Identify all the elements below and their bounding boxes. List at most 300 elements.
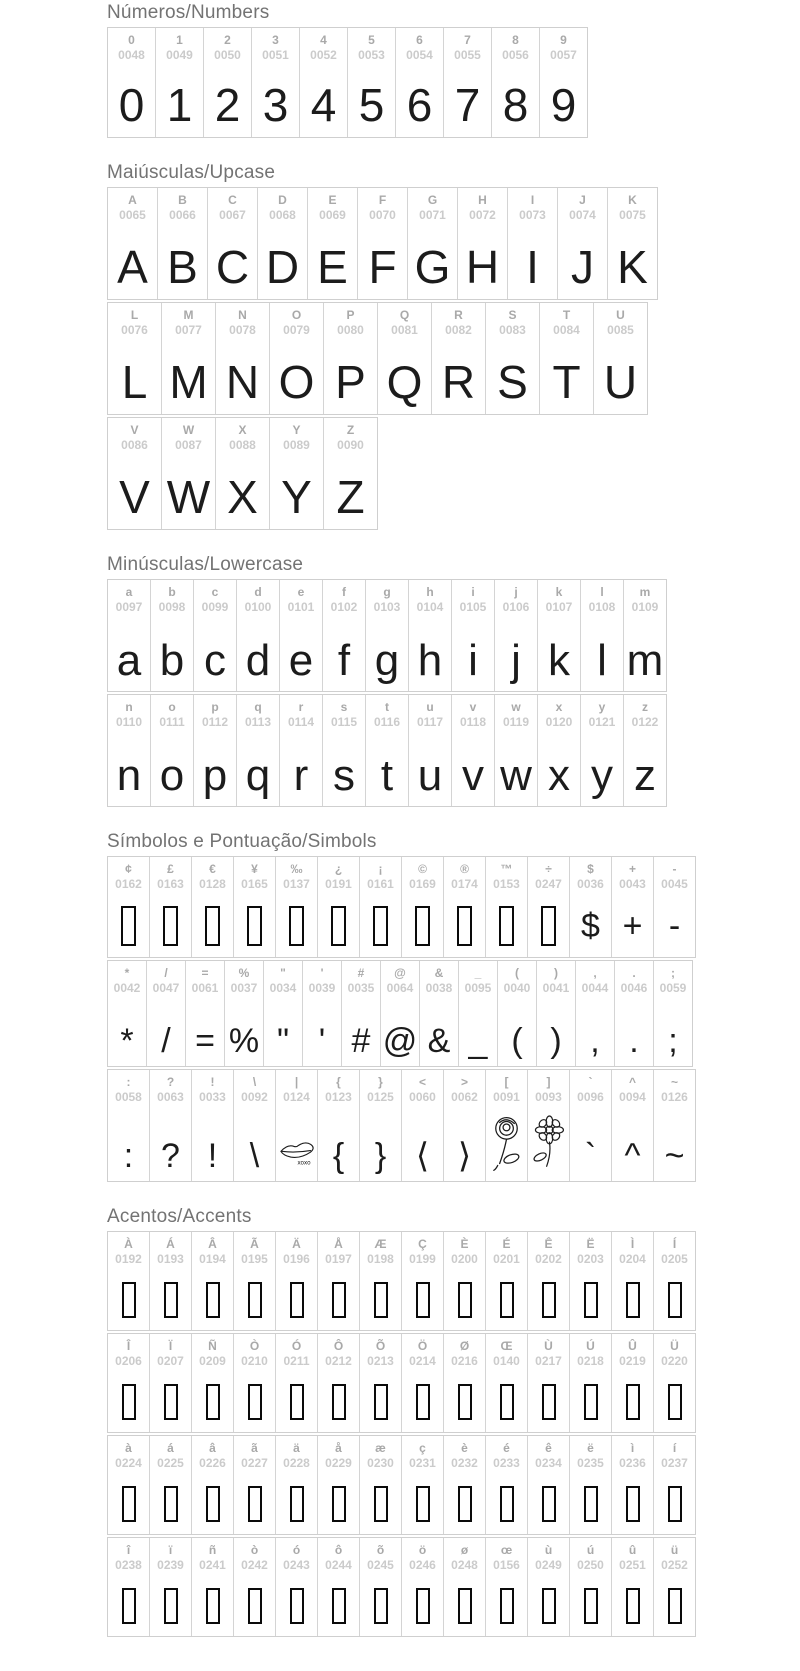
glyph-cell-char: E [328, 193, 337, 207]
glyph-cell-header [608, 188, 657, 226]
glyph-cell-char: Ô [333, 1339, 344, 1353]
glyph-cell-code: 0245 [367, 1558, 394, 1572]
glyph-cell-code: 0231 [409, 1456, 436, 1470]
glyph-cell [146, 961, 185, 1066]
glyph-cell-char: e [297, 585, 305, 599]
glyph-cell [401, 857, 443, 957]
glyph-cell-char: r [298, 700, 304, 714]
glyph-preview: 5 [358, 79, 385, 132]
glyph-cell-char: È [460, 1237, 469, 1251]
glyph-cell-char: â [209, 1441, 216, 1455]
glyph-preview: ⟨ [415, 1136, 430, 1175]
glyph-preview: m [626, 636, 664, 686]
glyph-cell-code: 0050 [214, 48, 241, 62]
glyph-cell-char: * [124, 966, 130, 980]
missing-glyph-box [458, 1384, 472, 1420]
glyph-cell-char: { [336, 1075, 341, 1089]
glyph-preview: L [121, 356, 148, 409]
glyph-cell-header [402, 1070, 443, 1108]
glyph-cell-code: 0239 [157, 1558, 184, 1572]
glyph-cell-code: 0118 [459, 715, 487, 729]
missing-glyph-box [248, 1384, 262, 1420]
glyph-cell-char: \ [252, 1075, 257, 1089]
glyph-preview: 3 [262, 79, 289, 132]
glyph-cell-header [258, 188, 307, 226]
glyph-cell-char: ¡ [378, 862, 383, 876]
glyph-cell-header [624, 580, 666, 618]
glyph-cell-code: 0211 [283, 1354, 310, 1368]
glyph-cell [279, 695, 322, 806]
glyph-preview [108, 1474, 149, 1534]
glyph-cell-char: 4 [320, 33, 327, 47]
glyph-cell-char: ¥ [251, 862, 258, 876]
glyph-cell [359, 1334, 401, 1432]
glyph-cell-header [234, 857, 275, 895]
glyph-cell-code: 0117 [416, 715, 444, 729]
missing-glyph-box [584, 1486, 598, 1522]
glyph-cell [317, 857, 359, 957]
missing-glyph-box [164, 1282, 178, 1318]
glyph-cell [365, 695, 408, 806]
glyph-cell [497, 961, 536, 1066]
glyph-preview: ~ [664, 1136, 685, 1175]
glyph-cell [359, 857, 401, 957]
missing-glyph-box [374, 1384, 388, 1420]
glyph-cell-code: 0244 [325, 1558, 352, 1572]
lips-icon [276, 1134, 317, 1172]
glyph-cell [149, 1436, 191, 1534]
glyph-cell-header [318, 1070, 359, 1108]
glyph-cell [569, 1232, 611, 1330]
glyph-preview [150, 1372, 191, 1432]
glyph-cell-char: 0 [128, 33, 135, 47]
glyph-cell-header [381, 961, 419, 999]
glyph-cell-header [280, 695, 322, 733]
missing-glyph-box [500, 1486, 514, 1522]
glyph-cell-char: F [378, 193, 387, 207]
glyph-cell-header [615, 961, 653, 999]
glyph-cell-code: 0243 [283, 1558, 310, 1572]
glyph-cell [191, 1538, 233, 1636]
glyph-preview: K [617, 241, 648, 294]
section-title-numbers: Números/Numbers [107, 2, 270, 23]
glyph-cell-header [108, 303, 161, 341]
glyph-preview [654, 1372, 695, 1432]
glyph-cell [443, 28, 491, 137]
glyph-cell-header [458, 188, 507, 226]
glyph-preview: g [374, 636, 400, 686]
glyph-cell-char: T [562, 308, 571, 322]
glyph-cell-header [360, 1334, 401, 1372]
glyph-cell-code: 0042 [113, 981, 141, 995]
glyph-cell-char: y [598, 700, 606, 714]
glyph-cell-char: Œ [500, 1339, 513, 1353]
glyph-cell-char: $ [587, 862, 594, 876]
glyph-cell-header [528, 1436, 569, 1474]
glyph-cell [443, 857, 485, 957]
glyph-preview: ; [668, 1021, 678, 1060]
glyph-cell-char: ä [293, 1441, 300, 1455]
glyph-preview: . [629, 1021, 639, 1060]
glyph-cell [431, 303, 485, 414]
missing-glyph-box [542, 1384, 556, 1420]
glyph-cell-code: 0210 [241, 1354, 268, 1368]
glyph-cell-header [270, 418, 323, 456]
glyph-cell-code: 0086 [121, 438, 148, 452]
glyph-cell [451, 695, 494, 806]
glyph-cell [191, 857, 233, 957]
glyph-cell-header [528, 857, 569, 895]
glyph-cell-header [537, 961, 575, 999]
glyph-cell-char: ` [588, 1075, 593, 1089]
glyph-cell-char: Ã [250, 1237, 259, 1251]
glyph-cell [569, 1538, 611, 1636]
glyph-cell-code: 0214 [409, 1354, 436, 1368]
glyph-cell-header [108, 857, 149, 895]
glyph-cell-code: 0123 [325, 1090, 352, 1104]
glyph-preview: I [526, 241, 539, 294]
glyph-cell [611, 1070, 653, 1181]
glyph-preview: h [417, 636, 443, 686]
glyph-cell-code: 0200 [451, 1252, 478, 1266]
glyph-cell [215, 418, 269, 529]
glyph-cell-char: Õ [375, 1339, 386, 1353]
glyph-cell [108, 1334, 149, 1432]
glyph-cell-code: 0248 [451, 1558, 478, 1572]
glyph-cell-header [108, 695, 150, 733]
glyph-preview: G [414, 241, 451, 294]
glyph-preview [360, 895, 401, 957]
glyph-cell-char: ( [515, 966, 519, 980]
glyph-preview: ) [550, 1021, 562, 1060]
glyph-cell-char: ü [670, 1543, 679, 1557]
missing-glyph-box [626, 1486, 640, 1522]
glyph-cell [401, 1334, 443, 1432]
glyph-cell-code: 0098 [158, 600, 186, 614]
glyph-cell-header [108, 1538, 149, 1576]
glyph-cell-code: 0085 [607, 323, 634, 337]
glyph-cell-header [452, 695, 494, 733]
glyph-preview: s [333, 751, 355, 801]
glyph-cell-code: 0063 [157, 1090, 184, 1104]
glyph-cell-char: ] [546, 1075, 551, 1089]
missing-glyph-box [247, 906, 262, 946]
glyph-preview: # [351, 1021, 371, 1060]
glyph-cell-code: 0156 [493, 1558, 520, 1572]
glyph-preview: W [166, 471, 211, 524]
glyph-cell-char: é [503, 1441, 510, 1455]
glyph-cell-code: 0034 [269, 981, 297, 995]
glyph-preview: v [462, 751, 484, 801]
glyph-cell-header [208, 188, 257, 226]
glyph-cell-code: 0090 [337, 438, 364, 452]
missing-glyph-box [164, 1384, 178, 1420]
glyph-cell-code: 0061 [191, 981, 219, 995]
missing-glyph-box [164, 1486, 178, 1522]
glyph-preview: l [597, 636, 607, 686]
glyph-cell-header [150, 1436, 191, 1474]
glyph-cell-char: C [228, 193, 237, 207]
glyph-cell-char: . [632, 966, 636, 980]
glyph-cell [359, 1436, 401, 1534]
glyph-preview: N [225, 356, 260, 409]
glyph-cell-header [612, 1538, 653, 1576]
glyph-preview: o [159, 751, 185, 801]
glyph-cell-header [194, 580, 236, 618]
glyph-preview: , [590, 1021, 600, 1060]
glyph-cell-char: ' [320, 966, 324, 980]
glyph-cell-header [528, 1232, 569, 1270]
glyph-cell-code: 0059 [659, 981, 687, 995]
glyph-cell-header [156, 28, 203, 66]
glyph-cell-char: H [478, 193, 487, 207]
glyph-table-row [107, 27, 588, 138]
glyph-cell-code: 0108 [588, 600, 616, 614]
glyph-cell-code: 0247 [535, 877, 562, 891]
glyph-cell-char: 1 [176, 33, 183, 47]
missing-glyph-box [374, 1486, 388, 1522]
glyph-cell-code: 0237 [661, 1456, 688, 1470]
glyph-cell [653, 1070, 695, 1181]
glyph-cell-code: 0195 [241, 1252, 268, 1266]
glyph-cell-header [444, 28, 491, 66]
glyph-cell-header [192, 1232, 233, 1270]
glyph-cell [233, 1538, 275, 1636]
glyph-cell-code: 0113 [244, 715, 272, 729]
glyph-cell-header [280, 580, 322, 618]
glyph-cell-code: 0094 [619, 1090, 646, 1104]
glyph-cell-header [318, 1538, 359, 1576]
glyph-cell-char: S [508, 308, 517, 322]
glyph-cell [527, 1070, 569, 1181]
glyph-preview [360, 1576, 401, 1636]
glyph-table-row [107, 417, 378, 530]
glyph-cell [275, 857, 317, 957]
glyph-preview: 1 [166, 79, 193, 132]
glyph-preview [528, 1270, 569, 1330]
glyph-cell-char: ; [671, 966, 675, 980]
glyph-preview: % [228, 1021, 260, 1060]
glyph-cell-char: / [164, 966, 168, 980]
glyph-cell-header [486, 1436, 527, 1474]
glyph-cell-char: ¿ [334, 862, 343, 876]
glyph-cell-code: 0216 [451, 1354, 478, 1368]
glyph-preview: ( [511, 1021, 523, 1060]
glyph-preview: w [500, 751, 532, 801]
glyph-cell [623, 695, 666, 806]
glyph-cell [251, 28, 299, 137]
glyph-cell-char: á [167, 1441, 174, 1455]
glyph-cell [359, 1232, 401, 1330]
glyph-table-row [107, 1435, 696, 1535]
glyph-cell [408, 580, 451, 691]
glyph-cell-char: Ö [417, 1339, 428, 1353]
glyph-cell-char: Î [126, 1339, 131, 1353]
glyph-preview [234, 895, 275, 957]
glyph-preview: \ [249, 1136, 260, 1175]
glyph-cell-header [234, 1436, 275, 1474]
glyph-cell-char: Ë [586, 1237, 595, 1251]
glyph-cell-code: 0110 [115, 715, 143, 729]
missing-glyph-box [668, 1486, 682, 1522]
glyph-cell-char: Ø [459, 1339, 470, 1353]
glyph-cell-code: 0082 [445, 323, 472, 337]
glyph-cell [537, 695, 580, 806]
glyph-cell [224, 961, 263, 1066]
glyph-cell-char: d [254, 585, 262, 599]
glyph-cell [395, 28, 443, 137]
glyph-preview: z [634, 751, 656, 801]
glyph-cell-code: 0046 [620, 981, 648, 995]
glyph-cell [485, 1070, 527, 1181]
glyph-cell-code: 0084 [553, 323, 580, 337]
glyph-cell-code: 0080 [337, 323, 364, 337]
glyph-cell [341, 961, 380, 1066]
glyph-preview [528, 895, 569, 957]
glyph-cell-char: û [628, 1543, 637, 1557]
glyph-preview: k [548, 636, 570, 686]
glyph-cell-header [360, 1436, 401, 1474]
glyph-cell-char: í [672, 1441, 677, 1455]
glyph-preview: ⟩ [457, 1136, 472, 1175]
glyph-cell [108, 961, 146, 1066]
glyph-cell [233, 1334, 275, 1432]
glyph-preview: T [552, 356, 581, 409]
glyph-preview [528, 1372, 569, 1432]
missing-glyph-box [416, 1282, 430, 1318]
glyph-preview: n [116, 751, 142, 801]
glyph-cell-header [444, 1334, 485, 1372]
missing-glyph-box [121, 906, 136, 946]
glyph-cell-char: ! [210, 1075, 215, 1089]
glyph-cell-header [528, 1538, 569, 1576]
missing-glyph-box [458, 1282, 472, 1318]
glyph-cell-char: Ì [630, 1237, 635, 1251]
glyph-cell [653, 1334, 695, 1432]
glyph-cell [161, 418, 215, 529]
glyph-cell-header [444, 857, 485, 895]
glyph-cell [653, 1436, 695, 1534]
glyph-cell-char: X [238, 423, 247, 437]
glyph-cell-code: 0103 [373, 600, 401, 614]
glyph-cell-code: 0233 [493, 1456, 520, 1470]
glyph-cell [307, 188, 357, 299]
glyph-cell [233, 857, 275, 957]
glyph-cell-code: 0105 [459, 600, 487, 614]
glyph-cell-char: o [168, 700, 176, 714]
glyph-cell-header [276, 1436, 317, 1474]
glyph-cell-code: 0044 [581, 981, 609, 995]
section-accents [107, 1206, 707, 1637]
glyph-preview: V [119, 471, 150, 524]
glyph-cell-char: Û [628, 1339, 637, 1353]
glyph-preview [612, 1576, 653, 1636]
missing-glyph-box [626, 1384, 640, 1420]
glyph-preview: 0 [118, 79, 145, 132]
glyph-cell-code: 0128 [199, 877, 226, 891]
glyph-cell-code: 0225 [157, 1456, 184, 1470]
glyph-cell [607, 188, 657, 299]
glyph-cell-code: 0201 [493, 1252, 520, 1266]
glyph-cell-char: i [471, 585, 475, 599]
glyph-preview [444, 895, 485, 957]
glyph-preview [276, 895, 317, 957]
missing-glyph-box [248, 1588, 262, 1624]
glyph-cell [269, 303, 323, 414]
glyph-table-row [107, 579, 667, 692]
glyph-cell-code: 0203 [577, 1252, 604, 1266]
glyph-cell-code: 0107 [545, 600, 573, 614]
glyph-cell [149, 1538, 191, 1636]
glyph-cell-code: 0051 [262, 48, 289, 62]
glyph-cell-code: 0036 [577, 877, 604, 891]
missing-glyph-box [206, 1282, 220, 1318]
glyph-cell-char: Q [399, 308, 410, 322]
glyph-cell [653, 1232, 695, 1330]
glyph-preview [402, 1576, 443, 1636]
glyph-cell-char: f [342, 585, 346, 599]
glyph-cell-code: 0073 [519, 208, 546, 222]
glyph-cell-code: 0109 [631, 600, 659, 614]
glyph-cell [257, 188, 307, 299]
glyph-cell-char: } [378, 1075, 383, 1089]
glyph-preview: ? [161, 1136, 180, 1175]
glyph-cell-header [396, 28, 443, 66]
glyph-cell-code: 0229 [325, 1456, 352, 1470]
glyph-cell-code: 0162 [115, 877, 142, 891]
glyph-preview: p [202, 751, 228, 801]
glyph-cell-header [402, 1436, 443, 1474]
glyph-preview [528, 1108, 569, 1181]
glyph-cell-header [366, 580, 408, 618]
glyph-preview [192, 1372, 233, 1432]
glyph-cell-char: W [182, 423, 195, 437]
glyph-preview: = [195, 1021, 215, 1060]
glyph-cell-char: Ñ [208, 1339, 217, 1353]
glyph-cell [108, 857, 149, 957]
glyph-cell-char: B [178, 193, 187, 207]
glyph-preview [318, 895, 359, 957]
missing-glyph-box [457, 906, 472, 946]
glyph-cell [485, 303, 539, 414]
glyph-preview: ' [318, 1021, 326, 1060]
glyph-cell-char: ò [250, 1543, 259, 1557]
glyph-cell-header [528, 1070, 569, 1108]
glyph-preview [654, 1474, 695, 1534]
glyph-preview [402, 1474, 443, 1534]
glyph-cell [317, 1538, 359, 1636]
glyph-cell-code: 0041 [542, 981, 570, 995]
section-title-accents: Acentos/Accents [107, 1206, 252, 1227]
glyph-cell-header [452, 580, 494, 618]
glyph-cell [150, 695, 193, 806]
glyph-cell-code: 0197 [325, 1252, 352, 1266]
glyph-cell-code: 0071 [419, 208, 446, 222]
glyph-cell [537, 580, 580, 691]
glyph-cell-code: 0097 [115, 600, 143, 614]
glyph-cell [302, 961, 341, 1066]
glyph-cell-header [612, 1232, 653, 1270]
glyph-cell-code: 0038 [425, 981, 453, 995]
glyph-cell [149, 1232, 191, 1330]
glyph-cell-code: 0220 [661, 1354, 688, 1368]
glyph-cell-char: ë [587, 1441, 594, 1455]
glyph-cell-header [323, 695, 365, 733]
glyph-cell [458, 961, 497, 1066]
glyph-preview [318, 1576, 359, 1636]
glyph-cell-code: 0224 [115, 1456, 142, 1470]
missing-glyph-box [248, 1282, 262, 1318]
